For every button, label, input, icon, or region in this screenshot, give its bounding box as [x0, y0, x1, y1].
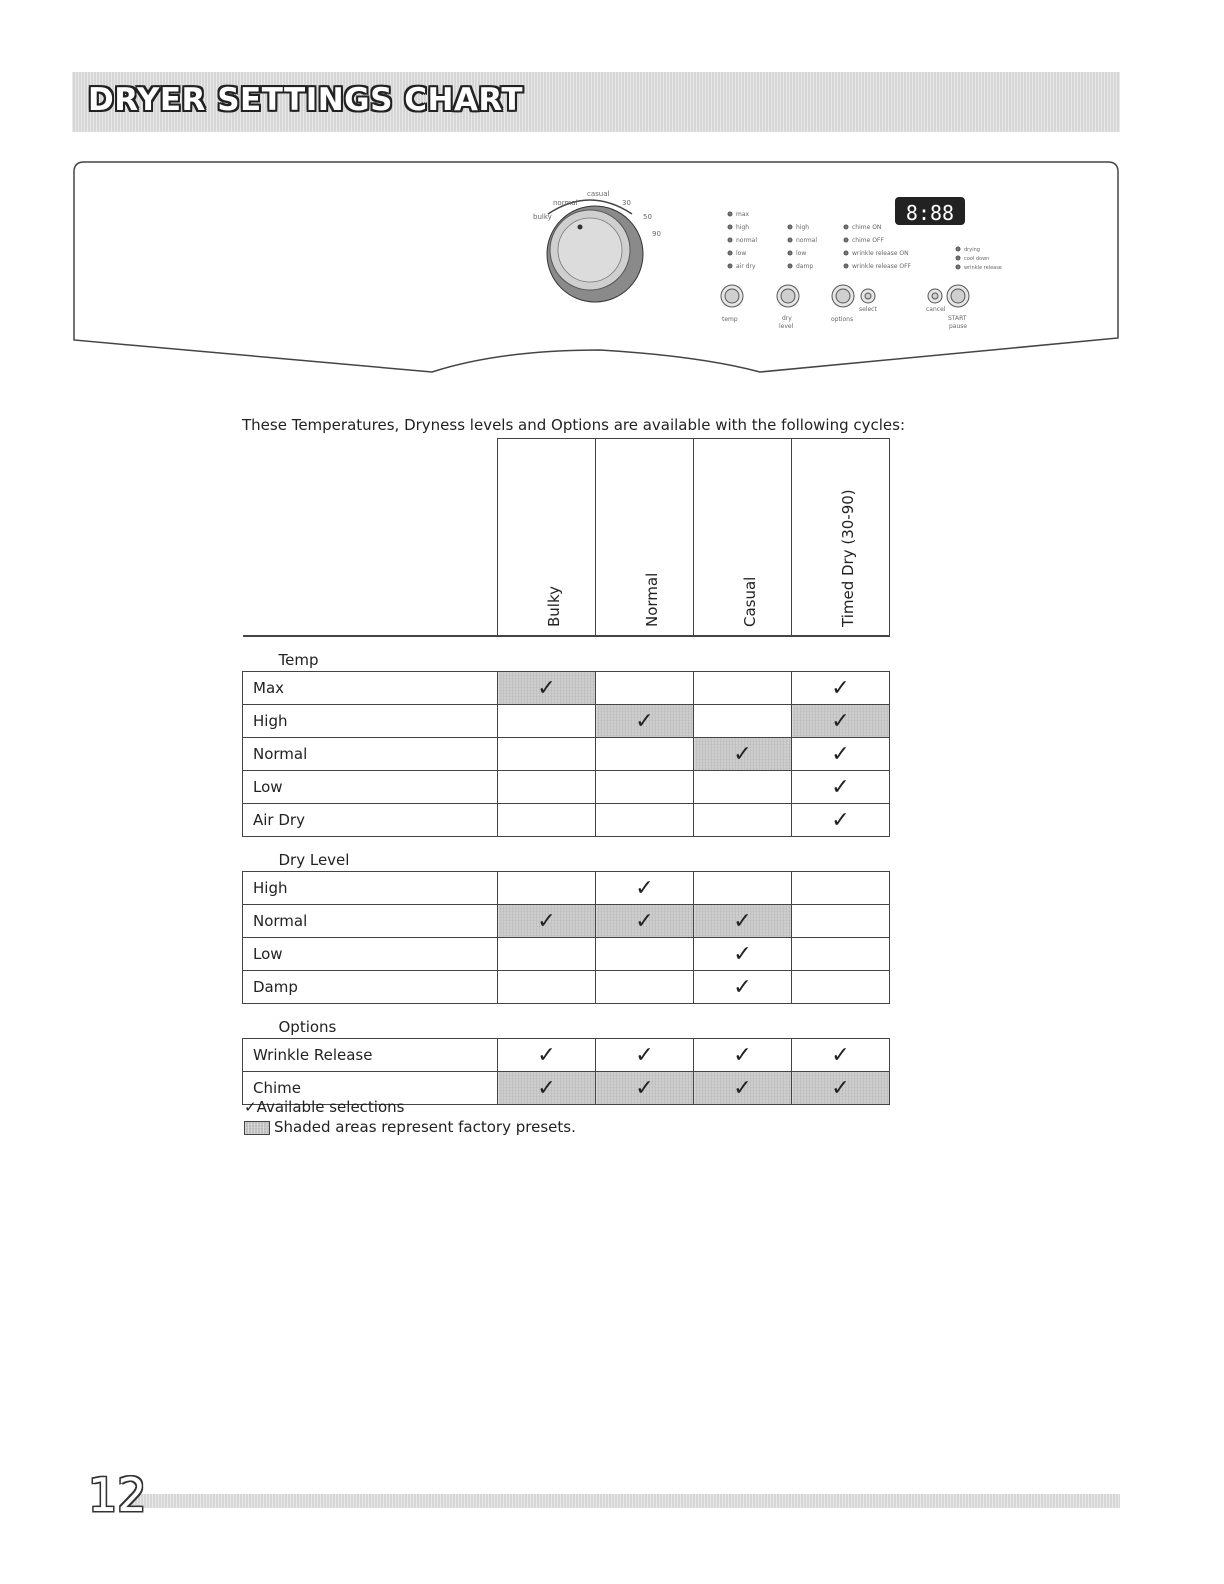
preset-cell — [792, 705, 890, 738]
setting-cell — [596, 872, 694, 905]
indicator-led-icon — [844, 225, 848, 229]
table-row — [243, 804, 890, 837]
panel-label: select — [859, 306, 877, 313]
cycle-header — [596, 439, 694, 637]
footer-band — [128, 1494, 1120, 1508]
panel-label: air dry — [736, 263, 756, 270]
start-button-icon-inner — [951, 289, 965, 303]
setting-label: Wrinkle Release — [243, 1039, 498, 1072]
panel-label: 50 — [643, 213, 652, 221]
setting-cell — [596, 938, 694, 971]
indicator-led-icon — [956, 265, 960, 269]
cancel-button-icon-inner — [932, 293, 938, 299]
dry-level-button-icon-inner — [781, 289, 795, 303]
check-mark-icon: ✓ — [831, 741, 850, 767]
setting-cell — [498, 804, 596, 837]
temp-button-icon-inner — [725, 289, 739, 303]
cycle-header-label: Timed Dry (30-90) — [838, 489, 857, 627]
panel-label: drying — [964, 247, 980, 253]
cycle-header-label: Casual — [740, 576, 759, 627]
check-mark-icon: ✓ — [733, 1075, 752, 1101]
setting-cell — [694, 1039, 792, 1072]
setting-cell — [694, 705, 792, 738]
indicator-led-icon — [728, 212, 732, 216]
indicator-led-icon — [728, 225, 732, 229]
table-row — [243, 738, 890, 771]
setting-cell — [792, 971, 890, 1004]
setting-cell — [694, 672, 792, 705]
table-row — [243, 872, 890, 905]
check-mark-icon: ✓ — [831, 675, 850, 701]
setting-label: Max — [243, 672, 498, 705]
panel-label: dry — [782, 315, 792, 322]
indicator-led-icon — [788, 251, 792, 255]
title-banner — [72, 72, 1120, 132]
indicator-led-icon — [788, 225, 792, 229]
table-row — [243, 1039, 890, 1072]
setting-cell — [498, 938, 596, 971]
preset-cell — [596, 905, 694, 938]
panel-label: normal — [736, 237, 758, 244]
check-mark-icon: ✓ — [635, 908, 654, 934]
panel-label: cancel — [926, 306, 946, 313]
check-mark-icon: ✓ — [733, 974, 752, 1000]
setting-label: Low — [243, 938, 498, 971]
setting-cell — [498, 738, 596, 771]
indicator-led-icon — [844, 251, 848, 255]
panel-label: temp — [722, 316, 738, 323]
panel-label: 90 — [652, 230, 661, 238]
page-title: DRYER SETTINGS CHART — [88, 82, 524, 118]
section-heading-row — [243, 1004, 890, 1039]
check-mark-icon: ✓ — [831, 774, 850, 800]
setting-cell — [596, 1039, 694, 1072]
check-mark-icon: ✓ — [831, 708, 850, 734]
section-heading-row — [243, 837, 890, 872]
preset-cell — [694, 1072, 792, 1105]
cycle-header-label: Bulky — [544, 586, 563, 627]
cycle-header — [498, 439, 596, 637]
section-title: Options — [278, 1018, 337, 1036]
check-mark-icon: ✓ — [537, 908, 556, 934]
setting-cell — [498, 971, 596, 1004]
preset-cell — [498, 905, 596, 938]
table-row — [243, 938, 890, 971]
check-mark-icon: ✓ — [733, 741, 752, 767]
panel-label: wrinkle release ON — [852, 250, 909, 257]
preset-cell — [596, 1072, 694, 1105]
setting-cell — [792, 804, 890, 837]
settings-table — [242, 438, 890, 1105]
panel-label: chime OFF — [852, 237, 884, 244]
setting-cell — [792, 771, 890, 804]
check-mark-icon: ✓ — [733, 941, 752, 967]
panel-label: START — [948, 315, 967, 322]
panel-label: high — [796, 224, 810, 231]
indicator-led-icon — [728, 264, 732, 268]
panel-label: casual — [587, 190, 610, 198]
panel-label: low — [796, 250, 807, 257]
setting-label: Air Dry — [243, 804, 498, 837]
check-mark-icon: ✓ — [537, 1042, 556, 1068]
setting-cell — [792, 738, 890, 771]
panel-label: level — [779, 323, 794, 330]
setting-cell — [498, 1039, 596, 1072]
legend-presets-text: Shaded areas represent factory presets. — [274, 1118, 576, 1136]
setting-cell — [792, 905, 890, 938]
setting-cell — [498, 771, 596, 804]
cycle-header-label: Normal — [642, 572, 661, 627]
indicator-led-icon — [956, 256, 960, 260]
setting-cell — [694, 971, 792, 1004]
legend-presets — [244, 1118, 576, 1136]
check-mark-icon: ✓ — [733, 1042, 752, 1068]
setting-label: High — [243, 872, 498, 905]
header-spacer — [243, 439, 498, 637]
table-row — [243, 905, 890, 938]
section-heading-row — [243, 636, 890, 672]
setting-cell — [694, 804, 792, 837]
panel-label: low — [736, 250, 747, 257]
digital-display — [895, 197, 965, 225]
setting-cell — [498, 705, 596, 738]
indicator-led-icon — [844, 264, 848, 268]
panel-label: 30 — [622, 199, 631, 207]
check-mark-icon: ✓ — [635, 1075, 654, 1101]
panel-label: chime ON — [852, 224, 882, 231]
check-mark-icon: ✓ — [733, 908, 752, 934]
setting-cell — [792, 1039, 890, 1072]
check-mark-icon: ✓ — [831, 807, 850, 833]
section-title: Dry Level — [278, 851, 350, 869]
table-row — [243, 705, 890, 738]
check-mark-icon: ✓ — [635, 1042, 654, 1068]
check-mark-icon: ✓ — [831, 1042, 850, 1068]
check-mark-icon: ✓ — [635, 875, 654, 901]
setting-cell — [694, 938, 792, 971]
setting-label: Damp — [243, 971, 498, 1004]
check-mark-icon: ✓ — [537, 675, 556, 701]
cycle-header — [792, 439, 890, 637]
check-mark-icon: ✓ — [537, 1075, 556, 1101]
setting-label: High — [243, 705, 498, 738]
panel-label: bulky — [533, 213, 552, 221]
preset-cell — [694, 905, 792, 938]
panel-label: high — [736, 224, 750, 231]
setting-cell — [596, 771, 694, 804]
cycle-header — [694, 439, 792, 637]
panel-label: damp — [796, 263, 814, 270]
preset-cell — [596, 705, 694, 738]
panel-label: normal — [796, 237, 818, 244]
setting-cell — [792, 938, 890, 971]
table-row — [243, 771, 890, 804]
check-mark-icon: ✓ — [635, 708, 654, 734]
setting-cell — [596, 738, 694, 771]
preset-cell — [498, 1072, 596, 1105]
setting-cell — [596, 804, 694, 837]
panel-label: cool down — [964, 256, 990, 262]
panel-label: normal — [553, 199, 578, 207]
setting-label: Normal — [243, 905, 498, 938]
setting-label: Low — [243, 771, 498, 804]
select-button-icon-inner — [865, 293, 871, 299]
indicator-led-icon — [728, 238, 732, 242]
options-button-icon-inner — [836, 289, 850, 303]
setting-cell — [694, 771, 792, 804]
panel-label: wrinkle release — [964, 265, 1002, 271]
preset-cell — [694, 738, 792, 771]
preset-cell — [498, 672, 596, 705]
setting-label: Chime — [243, 1072, 498, 1105]
setting-label: Normal — [243, 738, 498, 771]
legend-shade-swatch — [244, 1121, 270, 1135]
indicator-led-icon — [728, 251, 732, 255]
setting-cell — [694, 872, 792, 905]
setting-cell — [792, 872, 890, 905]
control-panel-illustration — [0, 150, 1224, 390]
table-row — [243, 672, 890, 705]
panel-label: options — [831, 316, 854, 323]
panel-label: pause — [949, 323, 968, 330]
setting-cell — [498, 872, 596, 905]
indicator-led-icon — [788, 238, 792, 242]
indicator-led-icon — [788, 264, 792, 268]
intro-text: These Temperatures, Dryness levels and Options are available with the following cycles: — [242, 416, 906, 434]
check-mark-icon: ✓ — [831, 1075, 850, 1101]
setting-cell — [792, 672, 890, 705]
indicator-led-icon — [956, 247, 960, 251]
indicator-led-icon — [844, 238, 848, 242]
section-title: Temp — [278, 651, 319, 669]
display-readout: 8:88 — [905, 201, 955, 225]
legend-available: ✓Available selections — [244, 1098, 405, 1116]
setting-cell — [596, 971, 694, 1004]
setting-cell — [596, 672, 694, 705]
cycle-header-row — [243, 439, 890, 637]
table-row — [243, 971, 890, 1004]
panel-label: max — [736, 211, 750, 218]
preset-cell — [792, 1072, 890, 1105]
panel-label: wrinkle release OFF — [852, 263, 911, 270]
page-number: 12 — [88, 1468, 147, 1522]
